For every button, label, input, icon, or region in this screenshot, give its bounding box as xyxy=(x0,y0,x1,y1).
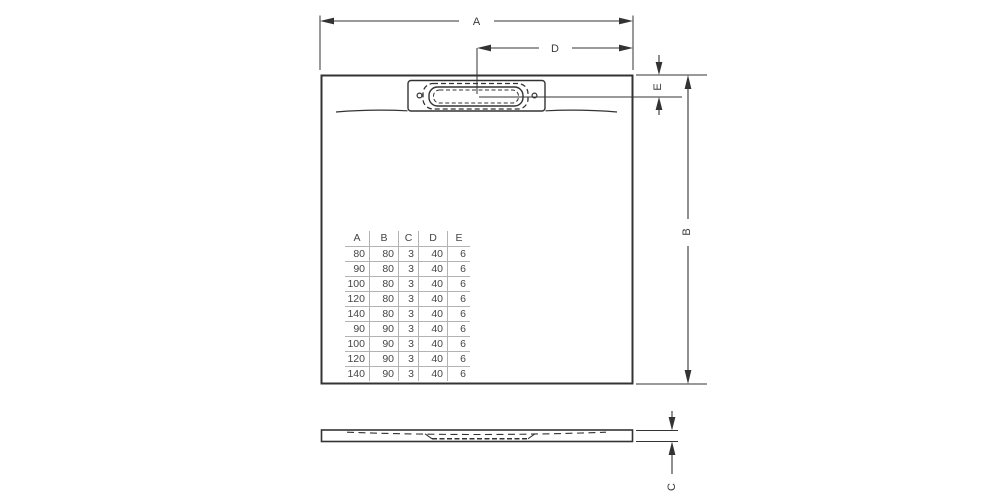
table-cell: 40 xyxy=(419,292,448,307)
table-cell: 6 xyxy=(448,337,471,352)
table-cell: 90 xyxy=(370,337,399,352)
dim-label-c: C xyxy=(666,483,678,491)
arrowhead-up xyxy=(669,442,676,456)
table-cell: 140 xyxy=(345,367,370,382)
table-cell: 120 xyxy=(345,292,370,307)
table-cell: 40 xyxy=(419,262,448,277)
table-cell: 3 xyxy=(399,352,419,367)
table-header-row xyxy=(345,231,470,247)
tray-profile-view xyxy=(322,430,633,442)
table-cell: 3 xyxy=(399,367,419,382)
table-cell: 80 xyxy=(370,277,399,292)
table-row xyxy=(345,247,470,262)
table-cell: 3 xyxy=(399,292,419,307)
table-cell: 40 xyxy=(419,307,448,322)
table-row xyxy=(345,367,470,382)
table-cell: 80 xyxy=(370,292,399,307)
table-cell: 90 xyxy=(370,352,399,367)
arrowhead-left xyxy=(477,45,491,52)
arrowhead-right xyxy=(619,18,633,25)
table-cell: 80 xyxy=(370,307,399,322)
arrowhead-down xyxy=(656,62,663,75)
table-cell: 90 xyxy=(345,322,370,337)
table-cell: 120 xyxy=(345,352,370,367)
table-cell: 100 xyxy=(345,337,370,352)
dim-label-a: A xyxy=(472,15,481,28)
arrowhead-right xyxy=(619,45,633,52)
table-row xyxy=(345,352,470,367)
table-row xyxy=(345,262,470,277)
table-cell: 100 xyxy=(345,277,370,292)
table-header-cell: E xyxy=(448,231,471,247)
table-header-cell: C xyxy=(399,231,419,247)
table-header-cell: B xyxy=(370,231,399,247)
table-cell: 6 xyxy=(448,322,471,337)
table-cell: 80 xyxy=(370,247,399,262)
table-cell: 3 xyxy=(399,337,419,352)
table-row xyxy=(345,292,470,307)
dimension-b xyxy=(636,75,707,384)
table-cell: 3 xyxy=(399,322,419,337)
drain-screw-left xyxy=(417,93,422,98)
table-header-cell: A xyxy=(345,231,370,247)
table-cell: 6 xyxy=(448,307,471,322)
dim-label-d: D xyxy=(551,42,559,55)
table-row xyxy=(345,277,470,292)
table-cell: 40 xyxy=(419,367,448,382)
table-cell: 40 xyxy=(419,337,448,352)
dim-label-e: E xyxy=(652,83,664,91)
table-cell: 6 xyxy=(448,247,471,262)
dimension-table xyxy=(345,231,470,381)
table-cell: 90 xyxy=(345,262,370,277)
table-row xyxy=(345,322,470,337)
arrowhead-up xyxy=(656,97,663,110)
table-cell: 40 xyxy=(419,277,448,292)
table-cell: 90 xyxy=(370,322,399,337)
table-cell: 40 xyxy=(419,322,448,337)
table-cell: 90 xyxy=(370,367,399,382)
table-header-cell: D xyxy=(419,231,448,247)
table-cell: 3 xyxy=(399,262,419,277)
table-cell: 6 xyxy=(448,292,471,307)
table-cell: 6 xyxy=(448,262,471,277)
table-cell: 6 xyxy=(460,367,466,380)
table-cell: 3 xyxy=(399,247,419,262)
table-row xyxy=(345,337,470,352)
table-cell: 140 xyxy=(345,307,370,322)
table-cell: 40 xyxy=(419,247,448,262)
table-cell: 80 xyxy=(370,262,399,277)
dimension-c xyxy=(636,411,678,491)
table-cell: 6 xyxy=(448,352,471,367)
table-cell: 80 xyxy=(345,247,370,262)
table-cell: 3 xyxy=(399,307,419,322)
arrowhead-down xyxy=(685,370,692,384)
arrowhead-down xyxy=(669,417,676,431)
table-cell: 6 xyxy=(448,277,471,292)
table-cell: 3 xyxy=(399,277,419,292)
table-cell: 40 xyxy=(419,352,448,367)
table-row xyxy=(345,307,470,322)
arrowhead-up xyxy=(685,75,692,89)
profile-outline xyxy=(322,430,633,442)
arrowhead-left xyxy=(320,18,334,25)
dim-label-b: B xyxy=(681,228,693,236)
